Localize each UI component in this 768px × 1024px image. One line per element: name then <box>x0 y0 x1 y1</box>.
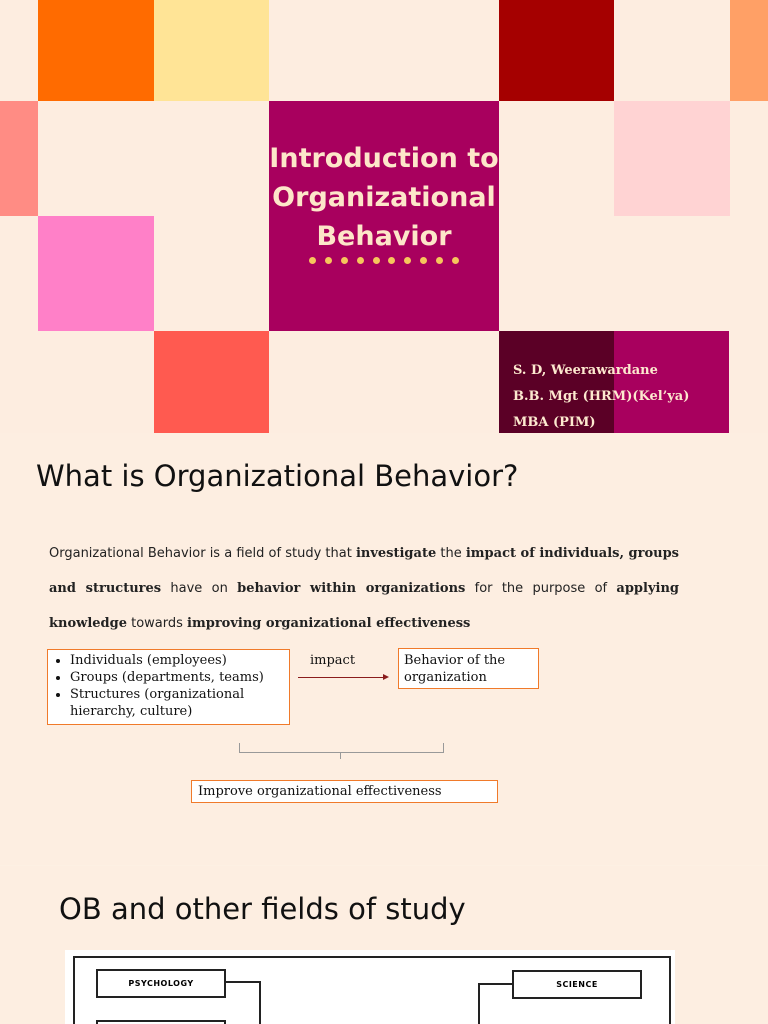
impact-arrow <box>298 677 384 678</box>
connector <box>259 981 261 1024</box>
brace-bracket <box>239 743 444 753</box>
deco-square-lightpink <box>614 101 730 216</box>
slide-heading: What is Organizational Behavior? <box>36 459 519 493</box>
behavior-box: Behavior of the organization <box>398 648 539 689</box>
deco-square-darkred <box>499 0 614 101</box>
title-line-1: Introduction to <box>269 143 499 174</box>
author-box <box>499 331 729 433</box>
slide-heading: OB and other fields of study <box>59 892 466 926</box>
lower-box <box>96 1020 226 1024</box>
definition-paragraph: Organizational Behavior is a field of study that investigate the impact of individuals, groups and structures have on behavior within organizations for the purpose of applying knowledge towards improving organizational effectiveness <box>49 546 679 631</box>
definition-slide <box>0 433 768 865</box>
author-name: S. D, Weerawardane <box>513 363 658 378</box>
deco-square-yellow <box>154 0 269 101</box>
slide-title <box>269 139 499 256</box>
author-degree: B.B. Mgt (HRM)(Kel’ya) <box>513 389 690 404</box>
deco-square-orange <box>38 0 154 101</box>
author-mba: MBA (PIM) <box>513 415 596 430</box>
improve-box: Improve organizational effectiveness <box>191 780 498 803</box>
list-item: • Groups (departments, teams) <box>70 669 289 686</box>
list-item: • Individuals (employees) <box>70 652 289 669</box>
deco-square-coral <box>154 331 269 433</box>
impact-label: impact <box>310 653 356 668</box>
connector <box>224 981 260 983</box>
list-item: • Structures (organizational hierarchy, culture) <box>70 686 289 720</box>
title-line-3: Behavior <box>316 221 452 252</box>
science-box: SCIENCE <box>512 970 642 999</box>
fields-slide <box>0 866 768 1024</box>
connector <box>478 983 480 1024</box>
title-box <box>269 101 499 331</box>
deco-square-pink <box>38 216 154 331</box>
title-line-2: Organizational <box>272 182 496 213</box>
brace-tip <box>340 753 341 759</box>
psychology-box: PSYCHOLOGY <box>96 969 226 998</box>
dot-divider <box>309 257 459 264</box>
title-slide <box>0 0 768 433</box>
deco-square-salmon <box>0 101 38 216</box>
factors-box <box>47 649 290 725</box>
connector <box>478 983 512 985</box>
fields-diagram <box>65 950 675 1024</box>
deco-square-peach <box>730 0 768 101</box>
